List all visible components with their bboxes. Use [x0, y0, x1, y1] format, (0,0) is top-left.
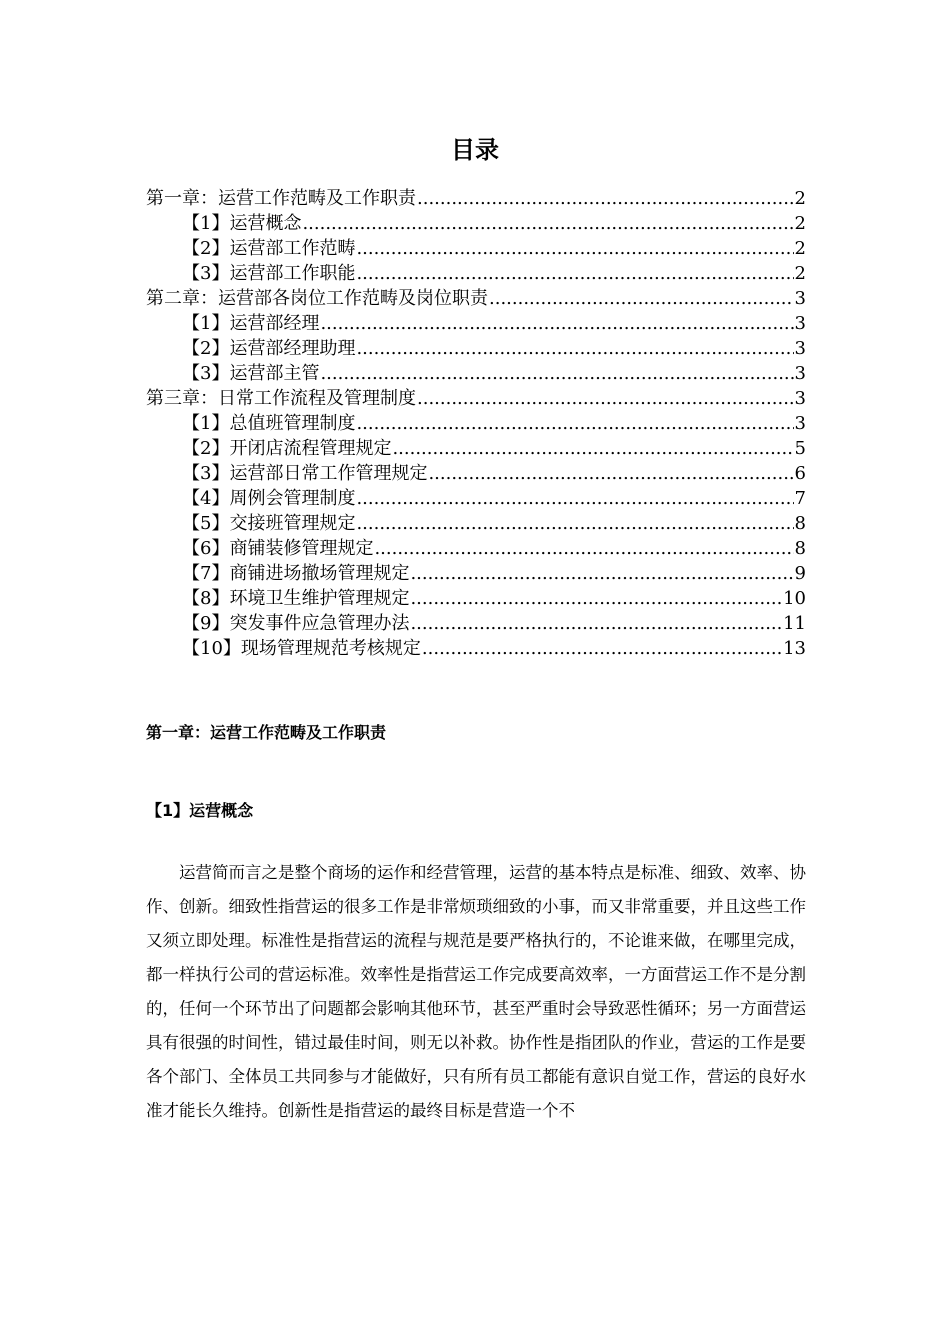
toc-dot-leader — [410, 586, 782, 611]
body-paragraph: 运营简而言之是整个商场的运作和经营管理，运营的基本特点是标准、细致、效率、协作、创新。细致性指营运的很多工作是非常烦琐细致的小事，而又非常重要，并且这些工作又须立即处理。标准性是指营运的流程与规范是要严格执行的，不论谁来做，在哪里完成，都一样执行公司的营运标准。效率性是指营运工作完成要高效率，一方面营运工作不是分割的，任何一个环节出了问题都会影响其他环节，甚至严重时会导致恶性循环；另一方面营运具有很强的时间性，错过最佳时间，则无以补救。协作性是指团队的作业，营运的工作是要各个部门、全体员工共同参与才能做好，只有所有员工都能有意识自觉工作，营运的良好水准才能长久维持。创新性是指营运的最终目标是营造一个不 — [146, 863, 806, 1120]
toc-entry[interactable] — [146, 361, 806, 386]
toc-entry[interactable] — [146, 436, 806, 461]
toc-page-number: 3 — [794, 413, 806, 434]
toc-entry[interactable] — [146, 486, 806, 511]
toc-page-number: 2 — [794, 238, 806, 259]
toc-entry-label: 第一章：运营工作范畴及工作职责 — [146, 188, 416, 209]
toc-entry[interactable] — [146, 386, 806, 411]
toc-page-number: 5 — [794, 438, 806, 459]
toc-entry[interactable] — [146, 461, 806, 486]
toc-dot-leader — [356, 511, 793, 536]
toc-page-number: 11 — [783, 613, 806, 634]
toc-entry-label: 第三章：日常工作流程及管理制度 — [146, 388, 416, 409]
toc-dot-leader — [356, 261, 793, 286]
toc-entry[interactable] — [146, 411, 806, 436]
toc-entry-label: 【2】运营部经理助理 — [182, 338, 356, 359]
toc-entry[interactable] — [146, 611, 806, 636]
toc-entry-label: 【1】总值班管理制度 — [182, 413, 356, 434]
toc-entry-label: 【6】商铺装修管理规定 — [182, 538, 374, 559]
toc-dot-leader — [356, 486, 793, 511]
toc-page-number: 8 — [794, 538, 806, 559]
toc-dot-leader — [302, 211, 793, 236]
toc-entry[interactable] — [146, 586, 806, 611]
toc-entry[interactable] — [146, 336, 806, 361]
toc-entry-label: 【1】运营部经理 — [182, 313, 320, 334]
toc-dot-leader — [356, 236, 793, 261]
toc-page-number: 2 — [794, 188, 806, 209]
toc-page-number: 7 — [794, 488, 806, 509]
toc-entry[interactable] — [146, 186, 806, 211]
toc-entry-label: 【8】环境卫生维护管理规定 — [182, 588, 410, 609]
toc-entry[interactable] — [146, 511, 806, 536]
toc-entry-label: 【4】周例会管理制度 — [182, 488, 356, 509]
toc-page-number: 9 — [794, 563, 806, 584]
toc-page-number: 3 — [794, 338, 806, 359]
table-of-contents — [146, 186, 806, 661]
toc-dot-leader — [489, 286, 794, 311]
toc-dot-leader — [320, 361, 793, 386]
toc-page-number: 8 — [794, 513, 806, 534]
toc-dot-leader — [374, 536, 793, 561]
toc-dot-leader — [410, 611, 782, 636]
toc-dot-leader — [410, 561, 793, 586]
toc-entry-label: 【7】商铺进场撤场管理规定 — [182, 563, 410, 584]
toc-dot-leader — [320, 311, 793, 336]
toc-page-number: 3 — [794, 313, 806, 334]
toc-entry-label: 【2】运营部工作范畴 — [182, 238, 356, 259]
toc-entry[interactable] — [146, 536, 806, 561]
toc-entry-label: 【3】运营部工作职能 — [182, 263, 356, 284]
toc-dot-leader — [356, 411, 793, 436]
toc-entry[interactable] — [146, 636, 806, 661]
toc-page-number: 3 — [794, 388, 806, 409]
toc-page-number: 6 — [794, 463, 806, 484]
toc-entry-label: 【5】交接班管理规定 — [182, 513, 356, 534]
toc-entry-label: 【3】运营部主管 — [182, 363, 320, 384]
toc-title: 目录 — [451, 136, 499, 164]
toc-entry-label: 【3】运营部日常工作管理规定 — [182, 463, 428, 484]
toc-dot-leader — [417, 186, 794, 211]
toc-entry[interactable] — [146, 236, 806, 261]
toc-dot-leader — [417, 386, 794, 411]
toc-page-number: 13 — [783, 638, 806, 659]
toc-entry[interactable] — [146, 561, 806, 586]
toc-entry[interactable] — [146, 261, 806, 286]
toc-page-number: 2 — [794, 213, 806, 234]
toc-entry[interactable] — [146, 286, 806, 311]
toc-entry[interactable] — [146, 311, 806, 336]
toc-dot-leader — [356, 336, 793, 361]
chapter-heading: 第一章：运营工作范畴及工作职责 — [146, 723, 387, 742]
toc-page-number: 3 — [794, 288, 806, 309]
toc-dot-leader — [422, 636, 782, 661]
toc-entry-label: 第二章：运营部各岗位工作范畴及岗位职责 — [146, 288, 488, 309]
toc-page-number: 2 — [794, 263, 806, 284]
toc-entry-label: 【9】突发事件应急管理办法 — [182, 613, 410, 634]
section-heading: 【1】运营概念 — [146, 801, 254, 820]
toc-page-number: 3 — [794, 363, 806, 384]
toc-entry-label: 【1】运营概念 — [182, 213, 302, 234]
toc-page-number: 10 — [783, 588, 806, 609]
toc-dot-leader — [428, 461, 793, 486]
toc-entry-label: 【10】现场管理规范考核规定 — [182, 638, 421, 659]
toc-entry[interactable] — [146, 211, 806, 236]
toc-entry-label: 【2】开闭店流程管理规定 — [182, 438, 392, 459]
toc-dot-leader — [392, 436, 793, 461]
